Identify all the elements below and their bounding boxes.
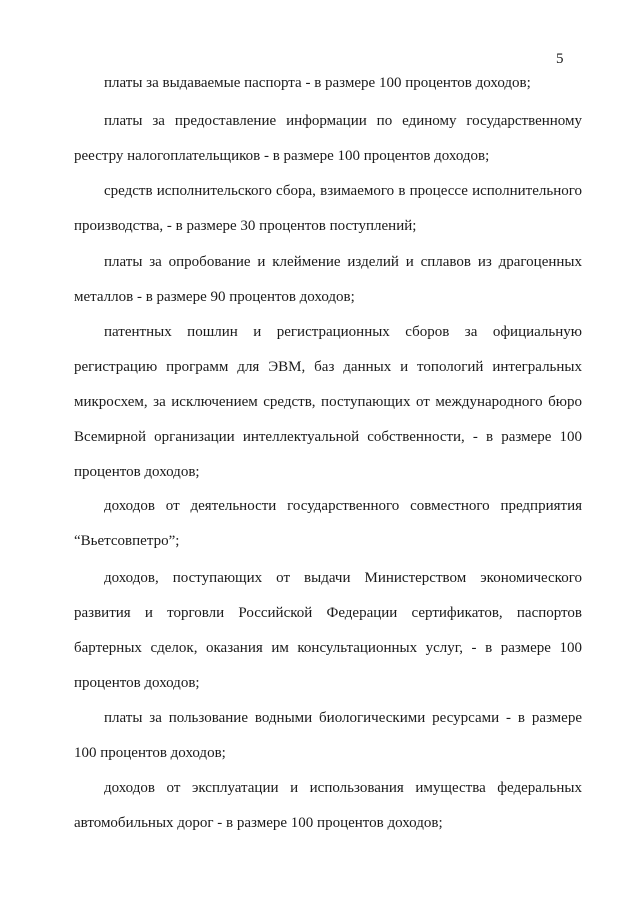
paragraph-federal-roads-income: доходов от эксплуатации и использования имущества федеральных автомобильных дорог - в размере 100 процентов доходов; bbox=[74, 780, 582, 831]
page-number: 5 bbox=[556, 51, 564, 67]
paragraph-taxpayer-registry-fees: платы за предоставление информации по единому государственному реестру налогоплательщиков - в размере 100 процентов доходов; bbox=[74, 113, 582, 164]
paragraph-patent-duties: патентных пошлин и регистрационных сборов за официальную регистрацию программ для ЭВМ, баз данных и топологий интегральных микросхем, за исключением средств, поступающих от международного бюро Всемирной организации интеллектуальной собственности, - в размере 100 процентов доходов; bbox=[74, 324, 582, 480]
paragraph-aquatic-resources-fees: платы за пользование водными биологическими ресурсами - в размере 100 процентов доходов; bbox=[74, 710, 582, 761]
paragraph-passport-fees: платы за выдаваемые паспорта - в размере 100 процентов доходов; bbox=[104, 75, 531, 91]
paragraph-enforcement-fee: средств исполнительского сбора, взимаемого в процессе исполнительного производства, - в размере 30 процентов поступлений; bbox=[74, 183, 582, 234]
paragraph-ministry-certificates-income: доходов, поступающих от выдачи Министерством экономического развития и торговли Российской Федерации сертификатов, паспортов бартерных сделок, оказания им консультационных услуг, - в размере 100 процентов доходов; bbox=[74, 570, 582, 691]
paragraph-vietsovpetro-income: доходов от деятельности государственного совместного предприятия “Вьетсовпетро”; bbox=[74, 498, 582, 549]
paragraph-precious-metals-hallmarking: платы за опробование и клеймение изделий и сплавов из драгоценных металлов - в размере 90 процентов доходов; bbox=[74, 254, 582, 305]
